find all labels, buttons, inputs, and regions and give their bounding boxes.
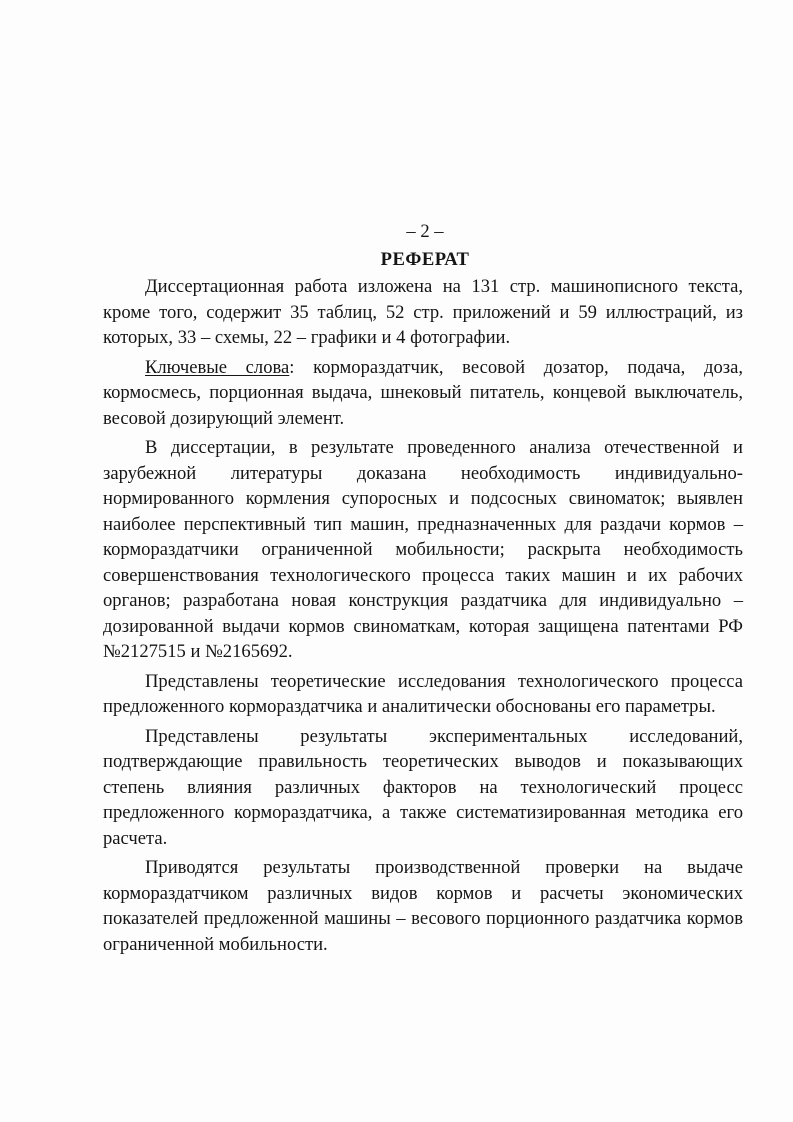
- paragraph-production: Приводятся результаты производственной проверки на выдаче кормораздатчиком различных видов кормов и расчеты экономических показателей предложенной машины – весового порционного раздатчика кормов ограниченной мобильности.: [103, 857, 743, 955]
- paragraph-theory: Представлены теоретические исследования технологического процесса предложенного кормораздатчика и аналитически обоснованы его параметры.: [103, 670, 743, 717]
- paragraph-analysis: В диссертации, в результате проведенного анализа отечественной и зарубежной литературы доказана необходимость индивидуально-нормированного кормления супоросных и подсосных свиноматок; выявлен наиболее перспективный тип машин, предназначенных для раздачи кормов – кормораздатчики ограниченной мобильности; раскрыта необходимость совершенствования технологического процесса таких машин и их рабочих органов; разработана новая конструкция раздатчика для индивидуально – дозированной выдачи кормов свиноматкам, которая защищена патентами РФ №2127515 и №2165692.: [103, 437, 743, 662]
- paragraph-summary: Диссертационная работа изложена на 131 стр. машинописного текста, кроме того, содержит 35 таблиц, 52 стр. приложений и 59 иллюстраций, из которых, 33 – схемы, 22 – графики и 4 фотографии.: [103, 276, 743, 348]
- document-body: [103, 218, 743, 961]
- page-number: – 2 –: [406, 221, 444, 242]
- paragraph-experiments: Представлены результаты экспериментальных исследований, подтверждающие правильность теоретических выводов и показывающих степень влияния различных факторов на технологический процесс предложенного кормораздатчика, а также систематизированная методика его расчета.: [103, 725, 743, 849]
- page-title: РЕФЕРАТ: [380, 249, 470, 270]
- keywords-label: Ключевые слова: [145, 356, 290, 378]
- keywords-text: : кормораздатчик, весовой дозатор, подача, доза, кормосмесь, порционная выдача, шнековый питатель, концевой выключатель, весовой дозирующий элемент.: [103, 356, 743, 429]
- paragraph-keywords: [103, 355, 743, 432]
